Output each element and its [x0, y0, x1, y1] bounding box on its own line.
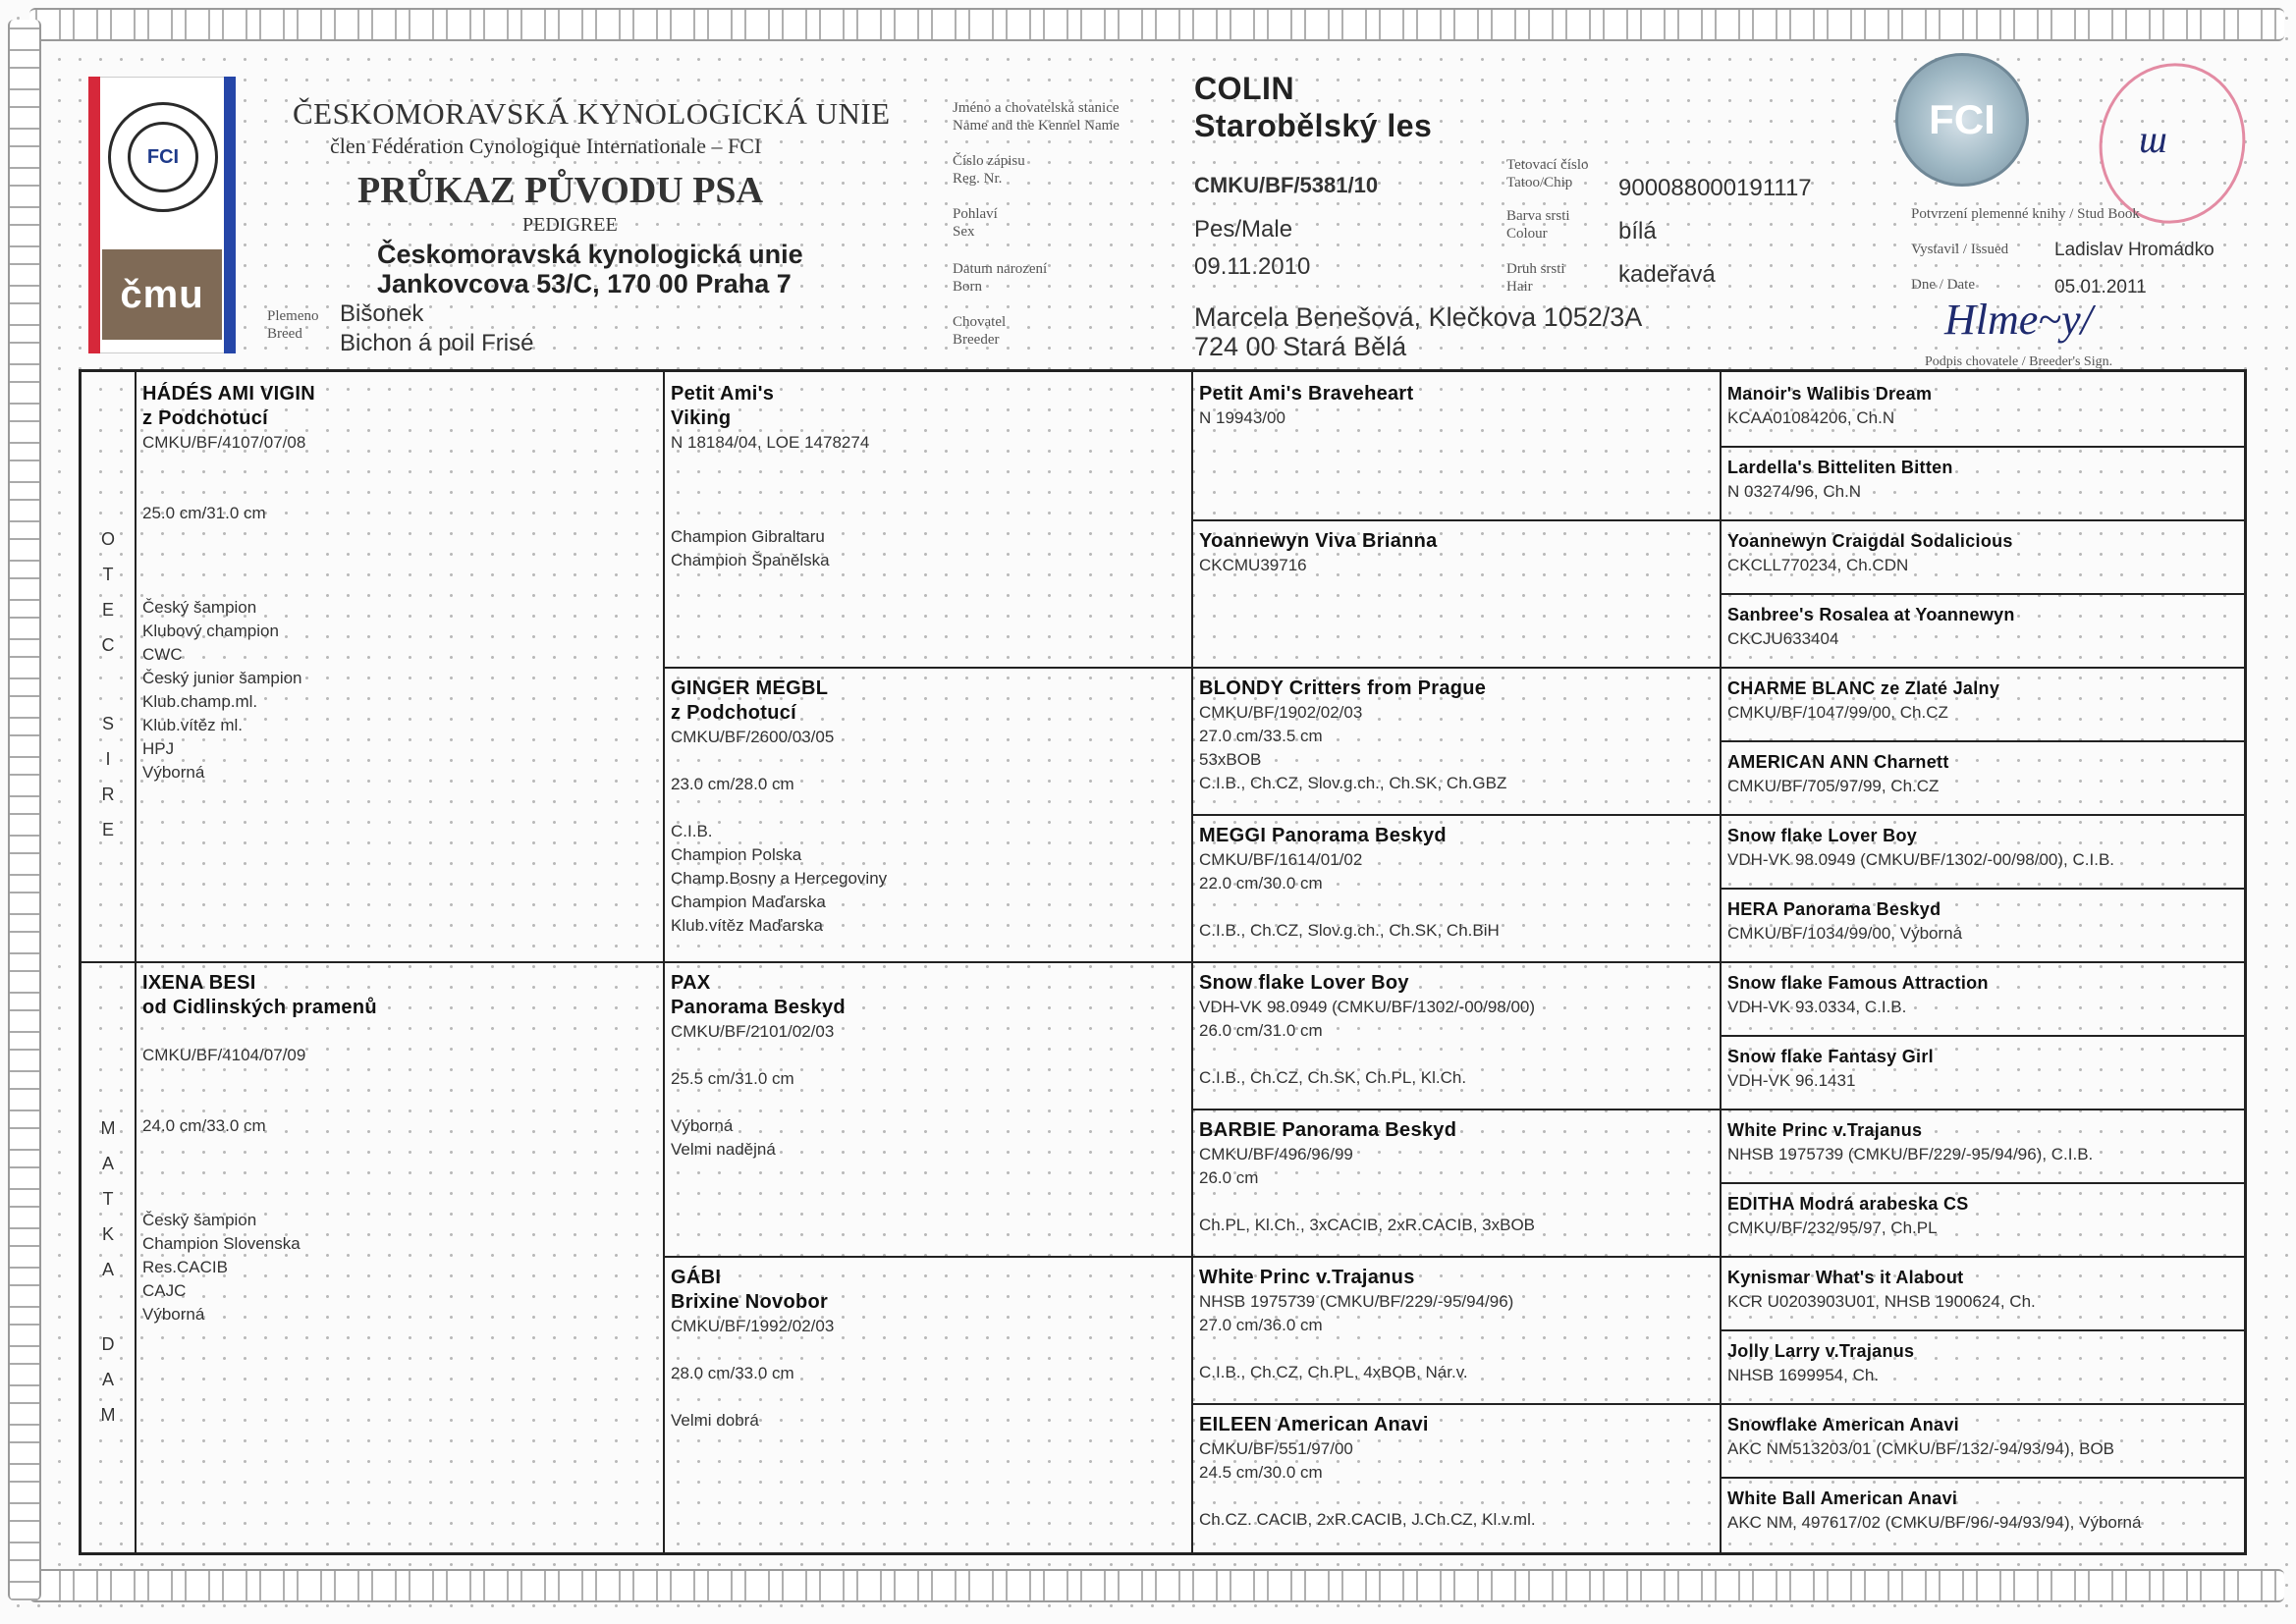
ancestor-detail — [142, 478, 653, 502]
ancestor-gen1-1 — [142, 971, 653, 1548]
date-label: Dne / Date — [1911, 277, 1975, 293]
ancestor-detail: NHSB 1975739 (CMKU/BF/229/-95/94/96) — [1199, 1292, 1514, 1311]
ancestor-detail: Klub.vítěz ml. — [142, 716, 244, 734]
ancestor-gen3-3 — [1199, 824, 1710, 959]
issued-by: Ladislav Hromádko — [2054, 240, 2214, 260]
ancestor-detail: Klub.champ.ml. — [142, 692, 258, 711]
ancestor-detail: Ch.PL, Kl.Ch., 3xCACIB, 2xR.CACIB, 3xBOB — [1199, 1216, 1536, 1234]
ancestor-gen2-1 — [671, 677, 1181, 959]
ancestor-detail: Výborná — [671, 1116, 734, 1135]
ancestor-gen4-5 — [1727, 750, 2238, 813]
ancestor-name: z Podchotucí — [142, 407, 269, 429]
ancestor-name: AMERICAN ANN Charnett — [1727, 752, 1949, 772]
ancestor-name: z Podchotucí — [671, 702, 797, 724]
breeder-address-2: 724 00 Stará Bělá — [1194, 332, 1407, 361]
side-label-letter: C — [101, 635, 115, 655]
ancestor-gen1-0 — [142, 382, 653, 959]
ancestor-detail: CMKU/BF/1034/99/00, Výborná — [1727, 924, 1963, 943]
ancestor-detail: CAJC — [142, 1281, 187, 1300]
ancestor-gen4-1 — [1727, 456, 2238, 518]
ancestor-name: White Ball American Anavi — [1727, 1489, 1958, 1508]
ancestor-detail — [671, 749, 1181, 773]
ancestor-detail: CMKU/BF/2101/02/03 — [671, 1022, 835, 1041]
ancestor-detail: C.I.B. — [671, 822, 713, 840]
cmku-logo — [88, 77, 236, 353]
ancestor-detail: Český junior šampion — [142, 669, 302, 687]
cmku-emblem-icon: čmu — [102, 249, 222, 340]
colour-label-cz: Barva srsti — [1506, 208, 1570, 224]
ancestor-detail: 26.0 cm/31.0 cm — [1199, 1021, 1323, 1040]
ancestor-detail — [142, 1162, 653, 1185]
ancestor-detail: Champion Španělska — [671, 551, 830, 569]
ancestor-gen4-7 — [1727, 897, 2238, 960]
ancestor-detail: 25.5 cm/31.0 cm — [671, 1069, 794, 1088]
ancestor-detail: Res.CACIB — [142, 1258, 228, 1276]
ancestor-name: Snow flake Lover Boy — [1199, 972, 1409, 994]
ancestor-gen4-10 — [1727, 1118, 2238, 1181]
ancestor-name: BLONDY Critters from Prague — [1199, 677, 1487, 699]
ancestor-name: MEGGI Panorama Beskyd — [1199, 825, 1447, 846]
studbook-label: Potvrzení plemenné knihy / Stud Book — [1911, 206, 2140, 222]
ancestor-detail: C.I.B., Ch.CZ, Slov.g.ch., Ch.SK, Ch.BiH — [1199, 921, 1500, 940]
document-title: PRŮKAZ PŮVODU PSA — [357, 170, 764, 211]
ancestor-detail: 28.0 cm/33.0 cm — [671, 1364, 794, 1382]
ancestor-detail: C.I.B., Ch.CZ, Ch.SK, Ch.PL, Kl.Ch. — [1199, 1068, 1467, 1087]
ancestor-detail — [671, 1338, 1181, 1362]
ancestor-gen2-0 — [671, 382, 1181, 665]
ancestor-detail: Český šampion — [142, 1211, 257, 1229]
ancestor-detail — [142, 1185, 653, 1209]
ancestor-name: PAX — [671, 972, 711, 994]
tattoo-label-en: Tatoo/Chip — [1506, 175, 1573, 190]
ancestor-name: Snow flake Lover Boy — [1727, 826, 1918, 845]
ancestor-detail: KCR U0203903U01, NHSB 1900624, Ch. — [1727, 1292, 2036, 1311]
ancestor-detail — [142, 1091, 653, 1114]
side-label-letter: S — [101, 714, 114, 733]
dog-name: COLIN — [1194, 71, 1295, 106]
ancestor-gen4-11 — [1727, 1192, 2238, 1255]
ancestor-name: Snow flake Famous Attraction — [1727, 973, 1989, 993]
ancestor-detail: CMKU/BF/4104/07/09 — [142, 1046, 306, 1064]
fci-emblem-icon: FCI — [108, 102, 218, 212]
ancestor-name: od Cidlinských pramenů — [142, 997, 377, 1018]
fci-membership: člen Fédération Cynologique Internationale – FCI — [330, 134, 762, 158]
ancestor-name: EILEEN American Anavi — [1199, 1414, 1429, 1435]
ancestor-detail: CKCJU633404 — [1727, 629, 1839, 648]
side-label-letter: K — [101, 1224, 114, 1244]
ancestor-gen3-2 — [1199, 677, 1710, 812]
ancestor-gen4-12 — [1727, 1266, 2238, 1328]
side-label-letter: A — [101, 1260, 114, 1279]
ancestor-detail: 53xBOB — [1199, 750, 1262, 769]
side-label-letter: M — [100, 1405, 116, 1425]
ancestor-detail: Ch.CZ. CACIB, 2xR.CACIB, J.Ch.CZ, Kl.v.ml. — [1199, 1510, 1536, 1529]
hair-value: kadeřavá — [1618, 261, 1716, 288]
ancestor-detail — [1199, 1337, 1710, 1361]
ancestor-detail: 22.0 cm/30.0 cm — [1199, 874, 1323, 893]
ancestor-gen4-8 — [1727, 971, 2238, 1034]
ancestor-detail — [1199, 1485, 1710, 1508]
ancestor-name: White Princ v.Trajanus — [1199, 1267, 1415, 1288]
ancestor-detail: CKCLL770234, Ch.CDN — [1727, 556, 1909, 574]
ancestor-detail — [671, 502, 1181, 525]
reg-label-en: Reg. Nr. — [953, 171, 1003, 187]
born-label-cz: Datum narození — [953, 261, 1048, 277]
ancestor-detail: VDH-VK 98.0949 (CMKU/BF/1302/-00/98/00) — [1199, 998, 1536, 1016]
ancestor-gen4-3 — [1727, 603, 2238, 666]
kennel-label-cz: Jméno a chovatelská stanice — [953, 100, 1120, 116]
ancestor-detail: Klubový champion — [142, 622, 279, 640]
ancestor-detail — [142, 1020, 653, 1044]
ancestor-gen3-4 — [1199, 971, 1710, 1107]
ancestor-detail: Champion Slovenska — [142, 1234, 301, 1253]
breeder-address-1: Marcela Benešová, Klečkova 1052/3A — [1194, 302, 1643, 332]
side-label-letter: E — [101, 820, 114, 839]
ancestor-detail: 27.0 cm/33.5 cm — [1199, 727, 1323, 745]
breed-cz: Bišonek — [340, 300, 424, 327]
kennel-label-en: Name and the Kennel Name — [953, 118, 1120, 134]
ancestor-detail: Český šampion — [142, 598, 257, 617]
ancestor-name: Yoannewyn Viva Brianna — [1199, 530, 1438, 552]
tattoo-label-cz: Tetovací číslo — [1506, 157, 1589, 173]
born-label-en: Born — [953, 279, 982, 295]
breeder-label-cz: Chovatel — [953, 314, 1007, 330]
ancestor-name: Viking — [671, 407, 732, 429]
ancestor-name: Petit Ami's — [671, 383, 775, 405]
ancestor-detail: Champion Polska — [671, 845, 802, 864]
ancestor-name: Petit Ami's Braveheart — [1199, 383, 1414, 405]
ancestor-detail: Champion Gibraltaru — [671, 527, 825, 546]
breeder-signature-icon: Hlme~y/ — [1944, 296, 2093, 344]
ancestor-name: Snowflake American Anavi — [1727, 1415, 1959, 1435]
ancestor-gen3-0 — [1199, 382, 1710, 517]
organization-name: ČESKOMORAVSKÁ KYNOLOGICKÁ UNIE — [293, 96, 891, 131]
side-label-letter: R — [101, 785, 115, 804]
ornamental-border-left — [8, 20, 41, 1600]
ancestor-detail: 26.0 cm — [1199, 1168, 1259, 1187]
ancestor-name: HÁDÉS AMI VIGIN — [142, 383, 315, 405]
ancestor-detail: HPJ — [142, 739, 175, 758]
ancestor-name: Manoir's Walibis Dream — [1727, 384, 1933, 404]
sex-value: Pes/Male — [1194, 216, 1293, 243]
breed-label-en: Breed — [267, 326, 302, 342]
ancestor-gen4-9 — [1727, 1045, 2238, 1108]
ancestor-detail: N 18184/04, LOE 1478274 — [671, 433, 870, 452]
ancestor-detail: CKCMU39716 — [1199, 556, 1307, 574]
breeder-label-en: Breeder — [953, 332, 1000, 348]
ancestor-gen2-2 — [671, 971, 1181, 1254]
ancestor-detail — [1199, 1190, 1710, 1214]
reg-label-cz: Číslo zápisu — [953, 153, 1025, 169]
ancestor-detail — [1199, 1043, 1710, 1066]
issuer-address: Jankovcova 53/C, 170 00 Praha 7 — [377, 269, 792, 298]
ancestor-detail: CMKU/BF/232/95/97, Ch.PL — [1727, 1218, 1938, 1237]
ancestor-detail: Velmi nadějná — [671, 1140, 776, 1159]
ancestor-detail: CMKU/BF/1992/02/03 — [671, 1317, 835, 1335]
side-label-letter: A — [101, 1370, 114, 1389]
ancestor-detail: CWC — [142, 645, 183, 664]
ancestor-name: GÁBI — [671, 1267, 722, 1288]
registration-number: CMKU/BF/5381/10 — [1194, 173, 1379, 197]
sex-label-cz: Pohlaví — [953, 206, 998, 222]
ancestor-detail — [142, 1138, 653, 1162]
ancestor-detail — [671, 796, 1181, 820]
side-label-letter: T — [102, 1189, 114, 1209]
ancestor-detail — [671, 1044, 1181, 1067]
ancestor-detail: CMKU/BF/551/97/00 — [1199, 1439, 1353, 1458]
dog-kennel: Starobělský les — [1194, 108, 1433, 143]
ancestor-detail — [671, 1385, 1181, 1409]
ancestor-detail — [142, 455, 653, 478]
ancestor-detail — [671, 478, 1181, 502]
ancestor-detail: Výborná — [142, 763, 205, 782]
ancestor-name: Lardella's Bitteliten Bitten — [1727, 458, 1953, 477]
ancestor-detail: AKC NM, 497617/02 (CMKU/BF/96/-94/93/94), Výborná — [1727, 1513, 2142, 1532]
signature-label: Podpis chovatele / Breeder's Sign. — [1925, 354, 2113, 369]
ancestor-detail — [142, 525, 653, 549]
ancestor-name: Yoannewyn Craigdal Sodalicious — [1727, 531, 2013, 551]
ancestor-detail: AKC NM513203/01 (CMKU/BF/132/-94/93/94), BOB — [1727, 1439, 2115, 1458]
side-label-letter: A — [101, 1154, 114, 1173]
ancestor-detail — [142, 549, 653, 572]
ancestor-detail: NHSB 1975739 (CMKU/BF/229/-95/94/96), C.I.B. — [1727, 1145, 2094, 1164]
ancestor-name: White Princ v.Trajanus — [1727, 1120, 1923, 1140]
ancestor-detail: Champ.Bosny a Hercegoviny — [671, 869, 888, 888]
ancestor-name: EDITHA Modrá arabeska CS — [1727, 1194, 1969, 1214]
ancestor-detail: 25.0 cm/31.0 cm — [142, 504, 266, 522]
ancestor-name: IXENA BESI — [142, 972, 256, 994]
ancestor-detail: Velmi dobrá — [671, 1411, 759, 1430]
ancestor-detail — [671, 455, 1181, 478]
side-label-letter: M — [100, 1118, 116, 1138]
ancestor-gen4-6 — [1727, 824, 2238, 887]
ancestor-detail: VDH-VK 93.0334, C.I.B. — [1727, 998, 1907, 1016]
ancestor-detail: N 19943/00 — [1199, 408, 1285, 427]
hair-label-en: Hair — [1506, 279, 1533, 295]
ancestor-gen4-4 — [1727, 677, 2238, 739]
ancestor-gen4-14 — [1727, 1413, 2238, 1476]
studbook-signature-icon: ɯ — [2139, 117, 2167, 161]
ancestor-gen4-13 — [1727, 1339, 2238, 1402]
ancestor-gen3-5 — [1199, 1118, 1710, 1254]
ancestor-detail: VDH-VK 98.0949 (CMKU/BF/1302/-00/98/00), C.I.B. — [1727, 850, 2115, 869]
ancestor-gen3-7 — [1199, 1413, 1710, 1548]
pedigree-table — [79, 369, 2247, 1555]
ancestor-name: Sanbree's Rosalea at Yoannewyn — [1727, 605, 2015, 624]
side-label-letter: O — [100, 529, 115, 549]
ancestor-detail: VDH-VK 96.1431 — [1727, 1071, 1856, 1090]
birth-date: 09.11.2010 — [1194, 253, 1311, 280]
ancestor-name: Kynismar What's it Alabout — [1727, 1268, 1964, 1287]
ancestor-gen3-1 — [1199, 529, 1710, 665]
ancestor-name: Brixine Novobor — [671, 1291, 829, 1313]
ancestor-name: Snow flake Fantasy Girl — [1727, 1047, 1934, 1066]
side-label-letter: T — [102, 565, 114, 584]
ornamental-border-bottom — [29, 1569, 2284, 1602]
ancestor-detail: 23.0 cm/28.0 cm — [671, 775, 794, 793]
ancestor-detail: KCAA01084206, Ch.N — [1727, 408, 1895, 427]
ancestor-detail: 27.0 cm/36.0 cm — [1199, 1316, 1323, 1334]
colour-value: bílá — [1618, 218, 1657, 244]
ancestor-name: CHARME BLANC ze Zlaté Jalny — [1727, 678, 2000, 698]
document-subtitle: PEDIGREE — [522, 214, 618, 236]
ancestor-detail: CMKU/BF/4107/07/08 — [142, 433, 306, 452]
ancestor-detail: CMKU/BF/2600/03/05 — [671, 728, 835, 746]
breed-en: Bichon á poil Frisé — [340, 330, 534, 356]
ancestor-gen4-15 — [1727, 1487, 2238, 1549]
ancestor-detail: CMKU/BF/1902/02/03 — [1199, 703, 1363, 722]
issued-label: Vystavil / Issued — [1911, 242, 2009, 257]
ancestor-detail — [1199, 895, 1710, 919]
hair-label-cz: Druh srsti — [1506, 261, 1565, 277]
ancestor-detail — [671, 1091, 1181, 1114]
ornamental-border-top — [29, 8, 2284, 41]
side-label-letter: D — [101, 1334, 115, 1354]
ancestor-detail: Výborná — [142, 1305, 205, 1324]
chip-number: 900088000191117 — [1618, 175, 1812, 201]
ancestor-gen2-3 — [671, 1266, 1181, 1548]
ancestor-name: HERA Panorama Beskyd — [1727, 899, 1941, 919]
ancestor-detail: N 03274/96, Ch.N — [1727, 482, 1862, 501]
ancestor-detail: CMKU/BF/1047/99/00, Ch.CZ — [1727, 703, 1948, 722]
ancestor-detail: Champion Maďarska — [671, 893, 826, 911]
ancestor-name: BARBIE Panorama Beskyd — [1199, 1119, 1457, 1141]
issuer-name: Českomoravská kynologická unie — [377, 240, 803, 269]
ancestor-detail: Klub.vítěz Maďarska — [671, 916, 824, 935]
ancestor-detail — [142, 1067, 653, 1091]
ancestor-name: Jolly Larry v.Trajanus — [1727, 1341, 1915, 1361]
side-label-letter: E — [101, 600, 114, 620]
sex-label-en: Sex — [953, 224, 975, 240]
ancestor-detail: 24.0 cm/33.0 cm — [142, 1116, 266, 1135]
ancestor-detail: C.I.B., Ch.CZ, Slov.g.ch., Ch.SK, Ch.GBZ — [1199, 774, 1507, 792]
side-label-letter: I — [105, 749, 111, 769]
ancestor-gen4-2 — [1727, 529, 2238, 592]
ancestor-detail: 24.5 cm/30.0 cm — [1199, 1463, 1323, 1482]
ancestor-name: Panorama Beskyd — [671, 997, 846, 1018]
colour-label-en: Colour — [1506, 226, 1548, 242]
ancestor-name: GINGER MEGBL — [671, 677, 829, 699]
ancestor-gen4-0 — [1727, 382, 2238, 445]
ancestor-gen3-6 — [1199, 1266, 1710, 1401]
ancestor-detail — [142, 572, 653, 596]
ancestor-detail: NHSB 1699954, Ch. — [1727, 1366, 1880, 1384]
issue-date: 05.01.2011 — [2054, 277, 2147, 298]
fci-hologram-icon: FCI — [1895, 53, 2029, 187]
ancestor-detail: CMKU/BF/496/96/99 — [1199, 1145, 1353, 1164]
breed-label-cz: Plemeno — [267, 308, 319, 324]
ancestor-detail: CMKU/BF/705/97/99, Ch.CZ — [1727, 777, 1940, 795]
ancestor-detail: CMKU/BF/1614/01/02 — [1199, 850, 1363, 869]
ancestor-detail: C.I.B., Ch.CZ, Ch.PL, 4xBOB, Nár.v. — [1199, 1363, 1468, 1381]
